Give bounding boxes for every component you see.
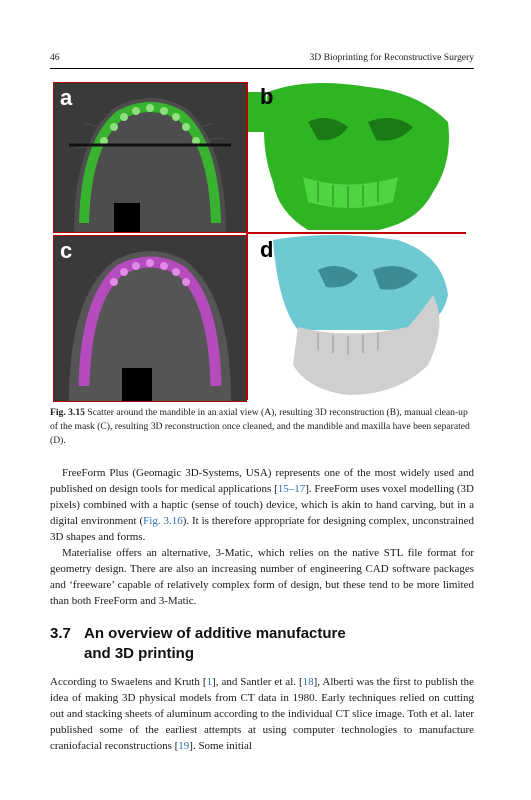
paragraph-materialise: Materialise offers an alternative, 3-Matic, which relies on the native STL file format for geometry design. There are also an increasing number of engineering CAD software packages and ‘freeware’ capable of relatively complex form of design, but these tend to be more limited than both FreeForm and 3-Matic. [50, 547, 474, 607]
citation-link[interactable]: 18 [302, 676, 314, 688]
panel-label-d: d [260, 237, 274, 262]
caption-label: Fig. 3.15 [50, 407, 85, 418]
axial-ct-magenta-image [54, 236, 246, 401]
panel-label-c: c [60, 238, 73, 263]
green-skull-reconstruction-image [248, 82, 467, 231]
figure-caption [50, 406, 474, 448]
citation-link[interactable]: 19 [178, 740, 190, 752]
paragraph-text: ], and Santler et al. [ [212, 676, 303, 688]
paragraph-text: According to Swaelens and Kruth [ [50, 676, 207, 688]
citation-link[interactable]: 15–17 [277, 483, 306, 495]
paragraph-text: ], Alberti was the first to publish the idea of making 3D physical models from CT data in 1980. Early techniques relied on cutting out and stacking sheets of aluminum according to the individual CT slice image. Toth et al. later published some of the earliest attempts at using computer technologies to manufacture craniofacial reconstructions [ [50, 676, 474, 752]
section-title-line1: An overview of additive manufacture [84, 625, 346, 642]
panel-label-a: a [60, 85, 73, 110]
panel-c-axial-ct-magenta [53, 235, 247, 402]
section-heading [50, 624, 474, 664]
paragraph-text: ]. FreeForm uses voxel modelling (3D pixels) combined with a haptic (sense of touch) device, which is akin to hand carving, but in a digital environment ( [50, 483, 474, 527]
running-header [50, 52, 474, 66]
axial-ct-green-image [54, 83, 246, 232]
figure-3-15 [53, 82, 467, 400]
paragraph-freeform [50, 465, 474, 545]
panel-a-axial-ct-green [53, 82, 247, 233]
citation-link[interactable]: 1 [206, 676, 213, 688]
paragraph-history [50, 674, 474, 754]
header-rule [50, 68, 474, 69]
paragraph-text: ). It is therefore appropriate for designing complex, unconstrained 3D shapes and forms. [50, 515, 474, 543]
running-title: 3D Bioprinting for Reconstructive Surgery [309, 52, 474, 63]
page-number: 46 [50, 52, 60, 63]
section-number: 3.7 [50, 625, 71, 642]
panel-divider-horizontal [248, 232, 466, 234]
caption-text: Scatter around the mandible in an axial view (A), resulting 3D reconstruction (B), manual clean-up of the mask (C), resulting 3D reconstruction once cleaned, and the mandible and maxilla have been separated (D). [50, 407, 470, 446]
section-title-line2: and 3D printing [84, 645, 194, 662]
paragraph-text: FreeForm Plus (Geomagic 3D-Systems, USA) represents one of the most widely used and published on design tools for medical applications [ [50, 467, 474, 495]
panel-divider-vertical [246, 82, 248, 400]
panel-label-b: b [260, 84, 274, 109]
panel-b-3d-reconstruction-green [248, 82, 467, 231]
cyan-grey-skull-reconstruction-image [248, 235, 467, 400]
panel-d-3d-reconstruction-separated [248, 235, 467, 400]
paragraph-text: ]. Some initial [189, 740, 252, 752]
figure-link[interactable]: Fig. 3.16 [143, 515, 183, 527]
